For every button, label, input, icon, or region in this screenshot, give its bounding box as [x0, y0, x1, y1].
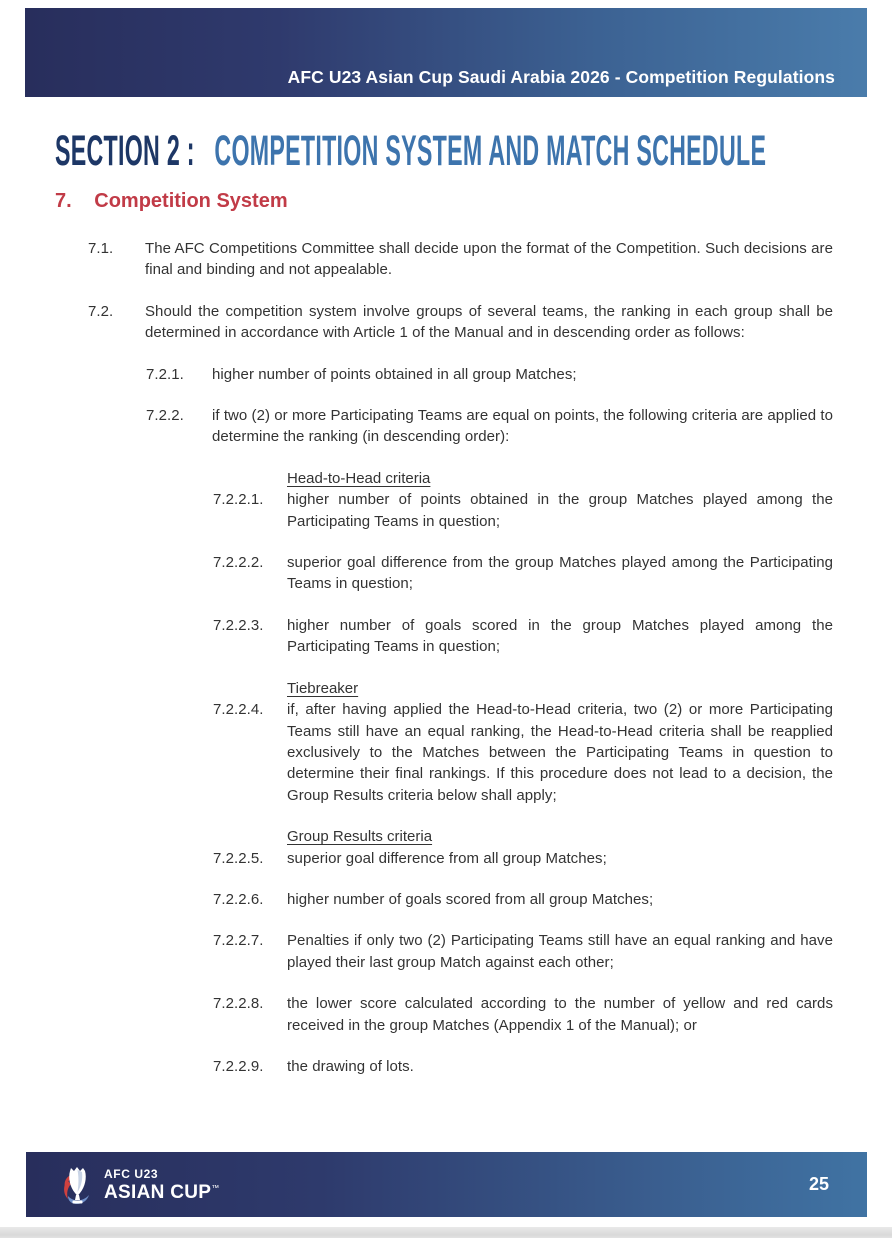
clause-text: higher number of points obtained in the group Matches played among the Participating Teams in question;	[287, 491, 833, 530]
clause-row	[0, 930, 833, 973]
clause-text: Penalties if only two (2) Participating Teams still have an equal ranking and have played their last group Match against each other;	[287, 932, 833, 971]
clause-list	[0, 238, 833, 1097]
clause-row	[0, 301, 833, 344]
afc-u23-asian-cup-logo	[59, 1162, 220, 1208]
section-title-text: COMPETITION SYSTEM AND MATCH SCHEDULE	[214, 127, 767, 175]
clause-text: the drawing of lots.	[287, 1057, 414, 1075]
clause-text: superior goal difference from the group Matches played among the Participating Teams in question;	[287, 554, 833, 593]
footer-band	[26, 1152, 867, 1217]
clause-text: if, after having applied the Head-to-Head criteria, two (2) or more Participating Teams still have an equal ranking, the Head-to-Head criteria shall be reapplied exclusively to the Matches between the Participating Teams in question to determine their final rankings. If this procedure does not lead to a decision, the Group Results criteria below shall apply;	[287, 701, 833, 804]
clause-row	[0, 405, 833, 448]
clause-row	[0, 699, 833, 806]
logo-line2: ASIAN CUP™	[104, 1181, 220, 1203]
clause-row	[0, 1056, 833, 1077]
clause-text: superior goal difference from all group Matches;	[287, 849, 607, 867]
header-title: AFC U23 Asian Cup Saudi Arabia 2026 - Competition Regulations	[287, 67, 835, 87]
clause-number: 7.2.2.	[146, 407, 184, 425]
clause-text: the lower score calculated according to the number of yellow and red cards received in the group Matches (Appendix 1 of the Manual); or	[287, 995, 833, 1034]
section-title	[55, 128, 766, 174]
clause-row	[0, 993, 833, 1036]
clause-number: 7.2.2.5.	[213, 849, 264, 867]
trophy-icon	[59, 1162, 96, 1208]
criteria-group-heading: Group Results criteria	[287, 828, 433, 846]
clause-number: 7.2.2.9.	[213, 1057, 264, 1075]
clause-number: 7.2.2.2.	[213, 554, 264, 572]
section-title-prefix: SECTION 2 :	[55, 127, 195, 175]
criteria-group-heading: Head-to-Head criteria	[287, 469, 431, 487]
clause-number: 7.2.	[88, 302, 114, 320]
clause-number: 7.2.2.4.	[213, 701, 264, 719]
clause-row	[0, 238, 833, 281]
clause-text: higher number of points obtained in all group Matches;	[212, 365, 577, 383]
clause-number: 7.2.2.6.	[213, 890, 264, 908]
article-number: 7.	[55, 190, 72, 212]
page-edge-strip	[0, 1227, 892, 1238]
clause-row	[0, 364, 833, 385]
clause-row	[0, 848, 833, 869]
clause-number: 7.1.	[88, 240, 114, 257]
clause-row	[0, 889, 833, 910]
clause-text: higher number of goals scored from all group Matches;	[287, 890, 654, 908]
clause-text: if two (2) or more Participating Teams are equal on points, the following criteria are applied to determine the ranking (in descending order):	[212, 407, 833, 446]
clause-text: higher number of goals scored in the group Matches played among the Participating Teams in question;	[287, 616, 833, 656]
clause-text: The AFC Competitions Committee shall decide upon the format of the Competition. Such decisions are final and binding and not appealable.	[145, 240, 833, 279]
clause-number: 7.2.2.7.	[213, 932, 264, 950]
page-bottom-gap	[0, 1217, 892, 1227]
clause-number: 7.2.1.	[146, 365, 184, 383]
article-label: Competition System	[94, 190, 288, 212]
logo-text	[104, 1168, 220, 1202]
clause-number: 7.2.2.8.	[213, 995, 264, 1013]
trademark-symbol: ™	[211, 1183, 220, 1193]
page-number: 25	[808, 1174, 829, 1194]
clause-text: Should the competition system involve groups of several teams, the ranking in each group shall be determined in accordance with Article 1 of the Manual and in descending order as follows:	[145, 302, 833, 342]
article-heading	[55, 190, 288, 213]
clause-row	[0, 615, 833, 658]
clause-row	[0, 552, 833, 595]
logo-line1: AFC U23	[104, 1166, 159, 1181]
clause-row	[0, 489, 833, 532]
clause-number: 7.2.2.3.	[213, 616, 264, 634]
criteria-group-heading: Tiebreaker	[287, 679, 359, 697]
clause-number: 7.2.2.1.	[213, 491, 264, 509]
header-band	[25, 8, 867, 97]
